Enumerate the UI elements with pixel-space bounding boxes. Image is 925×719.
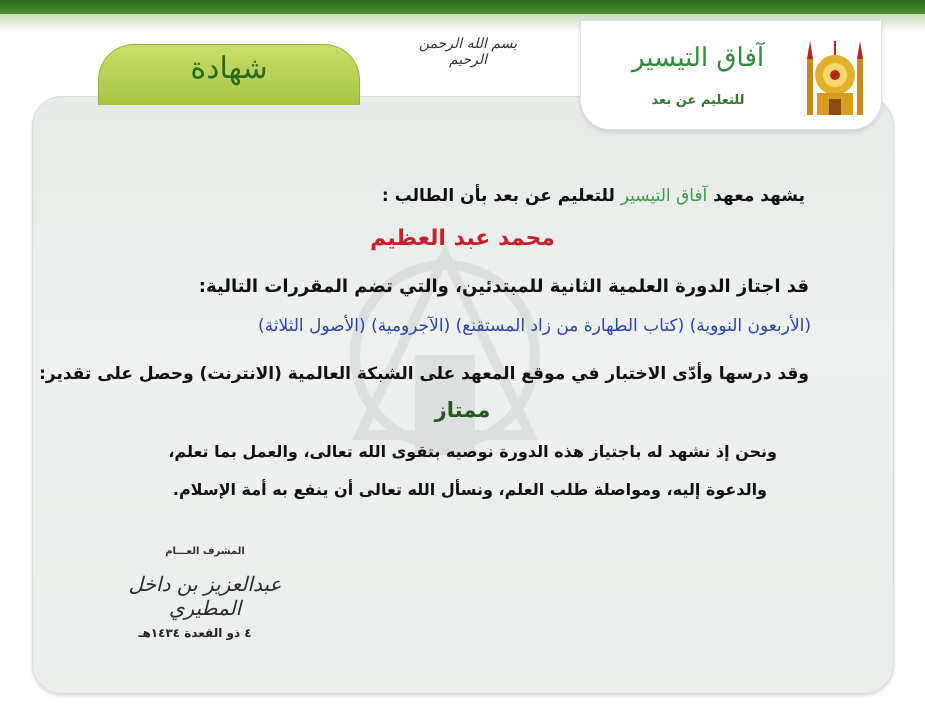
grade-value: ممتاز (434, 398, 491, 422)
certificate-date: ٤ ذو القعدة ١٤٣٤هـ (138, 626, 252, 640)
courses-list: (الأربعون النووية) (كتاب الطهارة من زاد المستقنع) (الآجرومية) (الأصول الثلاثة) (257, 316, 811, 336)
mosque-dome-icon (803, 31, 867, 121)
certificate-tab (98, 44, 360, 105)
logo-subtitle: للتعليم عن بعد (651, 93, 745, 108)
basmala-calligraphy: بسم الله الرحمن الرحيم (418, 36, 518, 68)
institute-name-inline: آفاق التيسير (620, 186, 708, 206)
intro-prefix: يشهد معهد (707, 186, 805, 206)
logo-name: آفاق التيسير (631, 43, 765, 73)
exam-line: وقد درسها وأدّى الاختبار في موقع المعهد على الشبكة العالمية (الانترنت) وحصل على تقدير: (39, 364, 809, 384)
closing-line-2: والدعوة إليه، ومواصلة طلب العلم، ونسأل الله تعالى أن ينفع به أمة الإسلام. (172, 480, 767, 499)
closing-line-1: ونحن إذ نشهد له باجتياز هذه الدورة نوصيه بتقوى الله تعالى، والعمل بما تعلم، (168, 442, 777, 461)
supervisor-signature: عبدالعزيز بن داخل المطيري (128, 572, 282, 620)
intro-suffix: للتعليم عن بعد بأن الطالب : (381, 186, 621, 206)
course-completion-line: قد اجتاز الدورة العلمية الثانية للمبتدئين، والتي تضم المقررات التالية: (198, 276, 809, 297)
student-name: محمد عبد العظيم (370, 226, 555, 251)
supervisor-title: المشرف العـــام (165, 546, 245, 557)
certification-intro-line (382, 186, 805, 206)
institute-logo (580, 20, 882, 130)
top-green-bar (0, 0, 925, 14)
certificate-title: شهادة (190, 51, 268, 86)
